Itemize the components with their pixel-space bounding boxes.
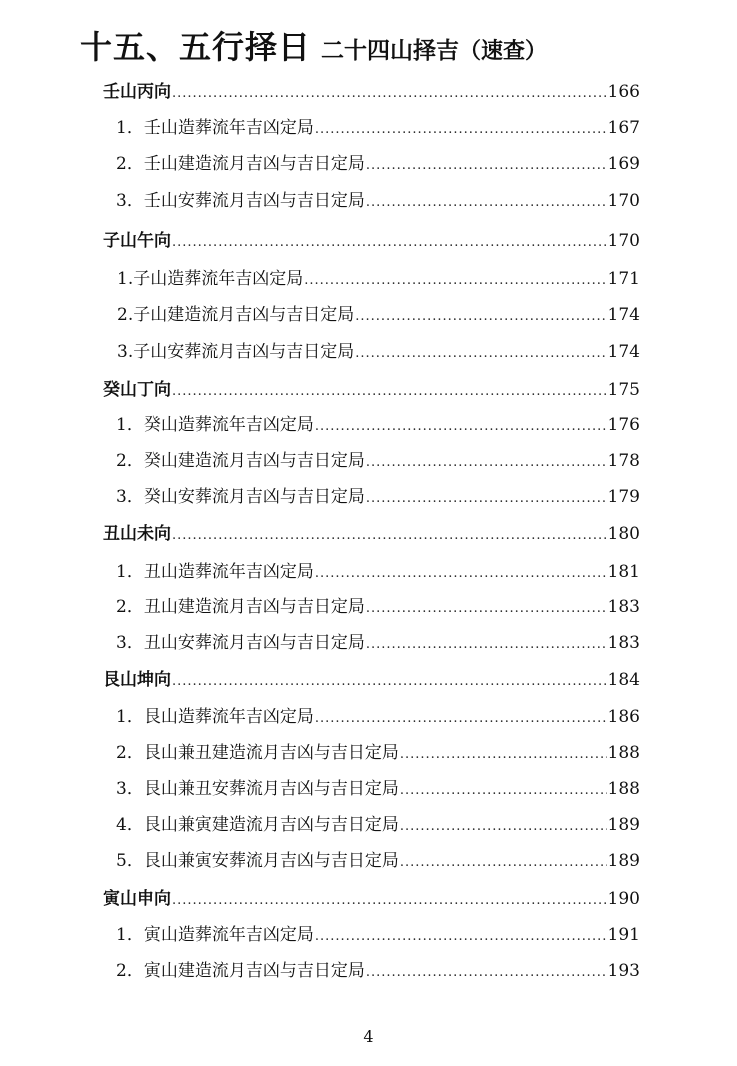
toc-item-label: 4．艮山兼寅建造流月吉凶与吉日定局 (116, 815, 399, 835)
toc-item-label: 3．丑山安葬流月吉凶与吉日定局 (116, 633, 365, 653)
toc-page-number: 176 (607, 415, 640, 435)
toc-leader-dots (315, 419, 607, 434)
toc-item-row (0, 113, 640, 139)
toc-item-label: 1．壬山造葬流年吉凶定局 (116, 118, 314, 138)
toc-page-number: 183 (607, 633, 640, 653)
toc-item-label: 3.子山安葬流月吉凶与吉日定局 (117, 342, 355, 362)
toc-section-row (0, 519, 640, 545)
toc-leader-dots (400, 855, 607, 870)
toc-page-number: 175 (607, 380, 640, 400)
toc-item-row (0, 557, 640, 583)
toc-item-label: 1．寅山造葬流年吉凶定局 (116, 925, 314, 945)
toc-page-number: 180 (607, 524, 640, 544)
title-sub: 二十四山择吉 (321, 38, 460, 64)
toc-item-row (0, 920, 640, 946)
toc-leader-dots (172, 528, 607, 543)
toc-item-label: 3．癸山安葬流月吉凶与吉日定局 (116, 487, 365, 507)
toc-leader-dots (400, 819, 607, 834)
toc-section-row (0, 665, 640, 691)
toc-page-number: 170 (607, 231, 640, 251)
toc-page-number: 188 (607, 779, 640, 799)
toc-page-number: 191 (607, 925, 640, 945)
toc-leader-dots (400, 747, 607, 762)
toc-page-number: 170 (607, 191, 640, 211)
toc-page-number: 179 (607, 487, 640, 507)
toc-page-number: 174 (607, 305, 640, 325)
toc-leader-dots (315, 566, 607, 581)
toc-leader-dots (304, 273, 606, 288)
toc-leader-dots (172, 893, 607, 908)
toc-page-number: 186 (607, 707, 640, 727)
toc-leader-dots (172, 235, 607, 250)
toc-section-label: 艮山坤向 (103, 670, 171, 690)
toc-page-number: 181 (607, 562, 640, 582)
toc-leader-dots (366, 195, 607, 210)
toc-leader-dots (366, 455, 607, 470)
toc-item-label: 1.子山造葬流年吉凶定局 (117, 269, 304, 289)
toc-leader-dots (172, 674, 607, 689)
toc-page-number: 189 (607, 851, 640, 871)
toc-page-number: 167 (607, 118, 640, 138)
toc-item-label: 3．壬山安葬流月吉凶与吉日定局 (116, 191, 365, 211)
toc-item-row (0, 592, 640, 618)
toc-page-number: 190 (607, 889, 640, 909)
toc-page-number: 193 (607, 961, 640, 981)
toc-leader-dots (366, 158, 607, 173)
toc-page-number: 184 (607, 670, 640, 690)
toc-item-label: 5．艮山兼寅安葬流月吉凶与吉日定局 (116, 851, 399, 871)
toc-leader-dots (366, 637, 607, 652)
toc-item-row (0, 186, 640, 212)
toc-item-label: 1．艮山造葬流年吉凶定局 (116, 707, 314, 727)
toc-page-number: 189 (607, 815, 640, 835)
toc-item-label: 2．寅山建造流月吉凶与吉日定局 (116, 961, 365, 981)
toc-item-row (0, 410, 640, 436)
toc-section-row (0, 884, 640, 910)
toc-page-number: 171 (607, 269, 640, 289)
title-paren: （速查） (459, 39, 548, 64)
toc-section-label: 癸山丁向 (103, 380, 171, 400)
toc-page-number: 166 (607, 82, 640, 102)
toc-item-row (0, 149, 640, 175)
toc-item-row (0, 482, 640, 508)
toc-item-row (0, 810, 640, 836)
toc-item-label: 2．壬山建造流月吉凶与吉日定局 (116, 154, 365, 174)
toc-item-label: 2.子山建造流月吉凶与吉日定局 (117, 305, 355, 325)
page-number: 4 (363, 1027, 374, 1046)
toc-leader-dots (355, 346, 606, 361)
toc-page-number: 188 (607, 743, 640, 763)
toc-item-row (0, 264, 640, 290)
toc-leader-dots (400, 783, 607, 798)
title-main: 十五、五行择日 (80, 28, 312, 66)
toc-leader-dots (366, 601, 607, 616)
toc-leader-dots (315, 929, 607, 944)
toc-leader-dots (355, 309, 606, 324)
toc-item-label: 2．癸山建造流月吉凶与吉日定局 (116, 451, 365, 471)
toc-page-number: 178 (607, 451, 640, 471)
toc-section-row (0, 226, 640, 252)
toc-item-row (0, 337, 640, 363)
toc-item-label: 2．艮山兼丑建造流月吉凶与吉日定局 (116, 743, 399, 763)
toc-item-label: 1．癸山造葬流年吉凶定局 (116, 415, 314, 435)
toc-leader-dots (172, 86, 607, 101)
toc-section-row (0, 77, 640, 103)
toc-leader-dots (172, 384, 607, 399)
toc-page-number: 183 (607, 597, 640, 617)
toc-page-number: 174 (607, 342, 640, 362)
toc-item-label: 2．丑山建造流月吉凶与吉日定局 (116, 597, 365, 617)
toc-page-number: 169 (607, 154, 640, 174)
toc-section-label: 寅山申向 (103, 889, 171, 909)
toc-item-row (0, 846, 640, 872)
toc-item-label: 1．丑山造葬流年吉凶定局 (116, 562, 314, 582)
toc-leader-dots (315, 711, 607, 726)
toc-item-row (0, 628, 640, 654)
toc-section-label: 丑山未向 (103, 524, 171, 544)
toc-item-row (0, 702, 640, 728)
page-title (80, 22, 547, 68)
toc-leader-dots (366, 965, 607, 980)
toc-section-row (0, 375, 640, 401)
toc-section-label: 壬山丙向 (103, 82, 171, 102)
toc-item-label: 3．艮山兼丑安葬流月吉凶与吉日定局 (116, 779, 399, 799)
toc-item-row (0, 774, 640, 800)
toc-section-label: 子山午向 (103, 231, 171, 251)
toc-leader-dots (315, 122, 607, 137)
toc-item-row (0, 300, 640, 326)
toc-item-row (0, 446, 640, 472)
toc-item-row (0, 956, 640, 982)
toc-leader-dots (366, 491, 607, 506)
toc-item-row (0, 738, 640, 764)
